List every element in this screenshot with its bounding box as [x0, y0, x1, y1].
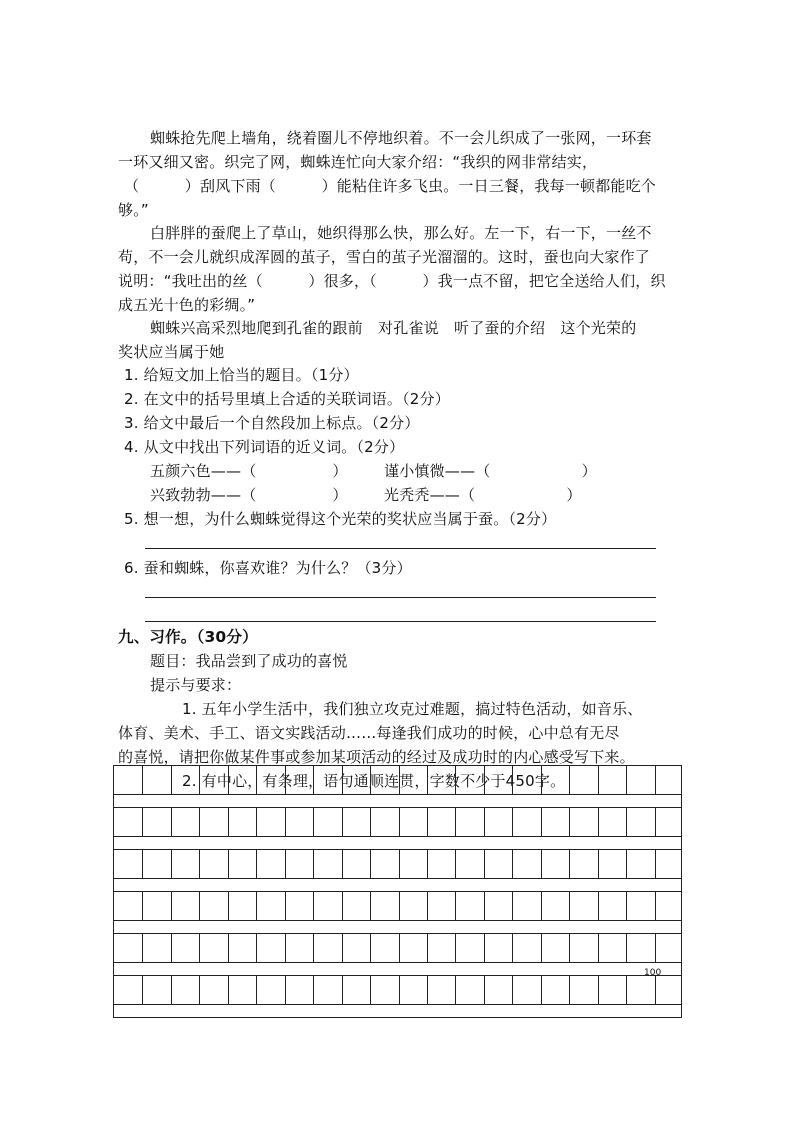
tip-2: 2. 有中心，有条理，语句通顺连贯，字数不少于450字。 — [182, 772, 566, 790]
grid-cell-divider — [455, 934, 456, 962]
grid-cell-divider — [455, 976, 456, 1004]
grid-cell-divider — [569, 934, 570, 962]
synonym-pair-2: 谨小慎微——（ ） — [384, 462, 597, 480]
grid-cell-divider — [399, 934, 400, 962]
grid-cell-divider — [370, 976, 371, 1004]
grid-cell-divider — [598, 808, 599, 836]
grid-cell-divider — [541, 934, 542, 962]
synonym-pair-3: 兴致勃勃——（ ） — [150, 486, 348, 504]
grid-cell-divider — [256, 934, 257, 962]
grid-cell-divider — [171, 808, 172, 836]
grid-cell-divider — [541, 976, 542, 1004]
passage-p2-line-4: 成五光十色的彩绸。” — [118, 296, 256, 314]
grid-cell-divider — [199, 850, 200, 878]
grid-cell-divider — [370, 934, 371, 962]
grid-row[interactable] — [113, 765, 682, 794]
grid-cell-divider — [512, 934, 513, 962]
passage-p1-line-2: 一环又细又密。织完了网，蜘蛛连忙向大家介绍：“我织的网非常结实， — [118, 153, 598, 171]
grid-cell-divider — [285, 850, 286, 878]
grid-cell-divider — [427, 850, 428, 878]
grid-cell-divider — [484, 808, 485, 836]
passage-p2-line-3: 说明：“我吐出的丝（ ）很多，（ ）我一点不留，把它全送给人们，织 — [118, 272, 666, 290]
grid-cell-divider — [455, 892, 456, 920]
grid-cell-divider — [228, 934, 229, 962]
passage-p2-line-1: 白胖胖的蚕爬上了草山，她织得那么快，那么好。左一下，右一下，一丝不 — [150, 224, 652, 242]
grid-cell-divider — [512, 766, 513, 794]
grid-cell-divider — [512, 976, 513, 1004]
grid-cell-divider — [370, 808, 371, 836]
grid-cell-divider — [399, 808, 400, 836]
grid-cell-divider — [171, 892, 172, 920]
grid-row-gap — [113, 836, 682, 849]
grid-cell-divider — [655, 934, 656, 962]
grid-cell-divider — [342, 808, 343, 836]
grid-cell-divider — [427, 892, 428, 920]
question-3: 3. 给文中最后一个自然段加上标点。（2分） — [124, 414, 420, 432]
grid-cell-divider — [626, 766, 627, 794]
question-1: 1. 给短文加上恰当的题目。（1分） — [124, 366, 359, 384]
grid-cell-divider — [142, 808, 143, 836]
grid-cell-divider — [370, 850, 371, 878]
grid-cell-divider — [313, 850, 314, 878]
passage-p3-line-1: 蜘蛛兴高采烈地爬到孔雀的跟前 对孔雀说 听了蚕的介绍 这个光荣的 — [150, 319, 637, 337]
grid-cell-divider — [142, 934, 143, 962]
grid-cell-divider — [399, 976, 400, 1004]
grid-row[interactable] — [113, 975, 682, 1004]
grid-cell-divider — [256, 976, 257, 1004]
grid-cell-divider — [655, 892, 656, 920]
grid-cell-divider — [626, 934, 627, 962]
grid-row-gap — [113, 1004, 682, 1017]
passage-p3-line-2: 奖状应当属于她 — [118, 343, 225, 361]
tip-1-line-1: 1. 五年小学生活中，我们独立攻克过难题，搞过特色活动，如音乐、 — [182, 700, 643, 718]
grid-cell-divider — [598, 850, 599, 878]
grid-cell-divider — [455, 808, 456, 836]
grid-cell-divider — [427, 934, 428, 962]
grid-cell-divider — [228, 808, 229, 836]
grid-cell-divider — [142, 976, 143, 1004]
synonym-pair-4: 光秃秃——（ ） — [384, 486, 582, 504]
grid-cell-divider — [313, 808, 314, 836]
grid-cell-divider — [399, 850, 400, 878]
grid-cell-divider — [655, 766, 656, 794]
question-5: 5. 想一想，为什么蜘蛛觉得这个光荣的奖状应当属于蚕。（2分） — [124, 510, 557, 528]
grid-cell-divider — [370, 766, 371, 794]
grid-cell-divider — [285, 808, 286, 836]
grid-cell-divider — [171, 976, 172, 1004]
tips-label: 提示与要求： — [150, 676, 242, 694]
grid-cell-divider — [313, 976, 314, 1004]
grid-cell-divider — [256, 808, 257, 836]
grid-cell-divider — [598, 892, 599, 920]
grid-cell-divider — [455, 766, 456, 794]
grid-cell-divider — [342, 934, 343, 962]
grid-cell-divider — [342, 892, 343, 920]
answer-line-q6-2[interactable] — [145, 621, 656, 622]
grid-cell-divider — [512, 892, 513, 920]
grid-cell-divider — [484, 976, 485, 1004]
grid-row[interactable] — [113, 807, 682, 836]
grid-cell-divider — [199, 934, 200, 962]
grid-cell-divider — [427, 766, 428, 794]
grid-row-gap — [113, 878, 682, 891]
grid-cell-divider — [569, 808, 570, 836]
grid-cell-divider — [569, 766, 570, 794]
tip-1-line-2: 体育、美术、手工、语文实践活动……每逢我们成功的时候，心中总有无尽 — [118, 724, 620, 742]
grid-cell-divider — [285, 766, 286, 794]
grid-cell-divider — [256, 892, 257, 920]
grid-row[interactable] — [113, 933, 682, 962]
grid-cell-divider — [171, 934, 172, 962]
passage-p1-line-3: （ ）刮风下雨（ ）能粘住许多飞虫。一日三餐，我每一顿都能吃个 — [124, 177, 657, 195]
grid-cell-divider — [626, 976, 627, 1004]
section-9-heading: 九、习作。（30分） — [118, 628, 258, 646]
grid-cell-divider — [569, 892, 570, 920]
grid-cell-divider — [484, 934, 485, 962]
grid-cell-divider — [626, 808, 627, 836]
passage-p1-line-4: 够。” — [118, 201, 149, 219]
grid-cell-divider — [285, 934, 286, 962]
grid-cell-divider — [313, 934, 314, 962]
grid-cell-divider — [228, 850, 229, 878]
grid-cell-divider — [342, 850, 343, 878]
synonym-pair-1: 五颜六色——（ ） — [150, 462, 348, 480]
grid-cell-divider — [541, 850, 542, 878]
grid-cell-divider — [142, 892, 143, 920]
grid-cell-divider — [342, 976, 343, 1004]
essay-topic: 题目：我品尝到了成功的喜悦 — [150, 652, 348, 670]
grid-cell-divider — [541, 808, 542, 836]
grid-row[interactable] — [113, 891, 682, 920]
grid-cell-divider — [313, 766, 314, 794]
tip-1-line-3: 的喜悦，请把你做某件事或参加某项活动的经过及成功时的内心感受写下来。 — [118, 748, 635, 766]
grid-cell-divider — [655, 808, 656, 836]
grid-cell-divider — [626, 850, 627, 878]
grid-cell-divider — [655, 850, 656, 878]
grid-cell-divider — [598, 766, 599, 794]
grid-cell-divider — [655, 976, 656, 1004]
grid-cell-divider — [256, 850, 257, 878]
grid-cell-divider — [541, 892, 542, 920]
question-4: 4. 从文中找出下列词语的近义词。（2分） — [124, 438, 405, 456]
grid-cell-divider — [484, 850, 485, 878]
grid-row[interactable] — [113, 849, 682, 878]
grid-cell-divider — [427, 808, 428, 836]
grid-count-mark: 100 — [644, 968, 662, 978]
grid-cell-divider — [370, 892, 371, 920]
grid-cell-divider — [626, 892, 627, 920]
grid-row-gap — [113, 962, 682, 975]
grid-cell-divider — [285, 892, 286, 920]
grid-cell-divider — [285, 976, 286, 1004]
grid-cell-divider — [228, 766, 229, 794]
grid-cell-divider — [512, 808, 513, 836]
grid-cell-divider — [512, 850, 513, 878]
writing-grid[interactable] — [113, 765, 682, 1018]
grid-cell-divider — [142, 850, 143, 878]
grid-cell-divider — [484, 766, 485, 794]
passage-p2-line-2: 苟，不一会儿就织成浑圆的茧子，雪白的茧子光溜溜的。这时，蚕也向大家作了 — [118, 248, 651, 266]
grid-cell-divider — [455, 850, 456, 878]
grid-bottom-edge — [113, 1017, 682, 1018]
grid-cell-divider — [427, 976, 428, 1004]
grid-row-gap — [113, 920, 682, 933]
grid-cell-divider — [399, 892, 400, 920]
grid-cell-divider — [569, 850, 570, 878]
grid-cell-divider — [199, 892, 200, 920]
grid-cell-divider — [399, 766, 400, 794]
grid-cell-divider — [313, 892, 314, 920]
answer-line-q6-1[interactable] — [145, 597, 656, 598]
grid-cell-divider — [228, 892, 229, 920]
grid-cell-divider — [142, 766, 143, 794]
passage-p1-line-1: 蜘蛛抢先爬上墙角，绕着圈儿不停地织着。不一会儿织成了一张网，一环套 — [150, 129, 652, 147]
grid-cell-divider — [228, 976, 229, 1004]
grid-cell-divider — [171, 766, 172, 794]
grid-cell-divider — [199, 766, 200, 794]
grid-row-gap — [113, 794, 682, 807]
grid-cell-divider — [171, 850, 172, 878]
grid-cell-divider — [199, 976, 200, 1004]
question-2: 2. 在文中的括号里填上合适的关联词语。（2分） — [124, 390, 450, 408]
question-6: 6. 蚕和蜘蛛，你喜欢谁？为什么？（3分） — [124, 559, 412, 577]
grid-cell-divider — [569, 976, 570, 1004]
grid-cell-divider — [199, 808, 200, 836]
answer-line-q5[interactable] — [145, 548, 656, 549]
grid-cell-divider — [598, 976, 599, 1004]
grid-cell-divider — [342, 766, 343, 794]
grid-cell-divider — [256, 766, 257, 794]
grid-cell-divider — [541, 766, 542, 794]
grid-cell-divider — [484, 892, 485, 920]
grid-cell-divider — [598, 934, 599, 962]
